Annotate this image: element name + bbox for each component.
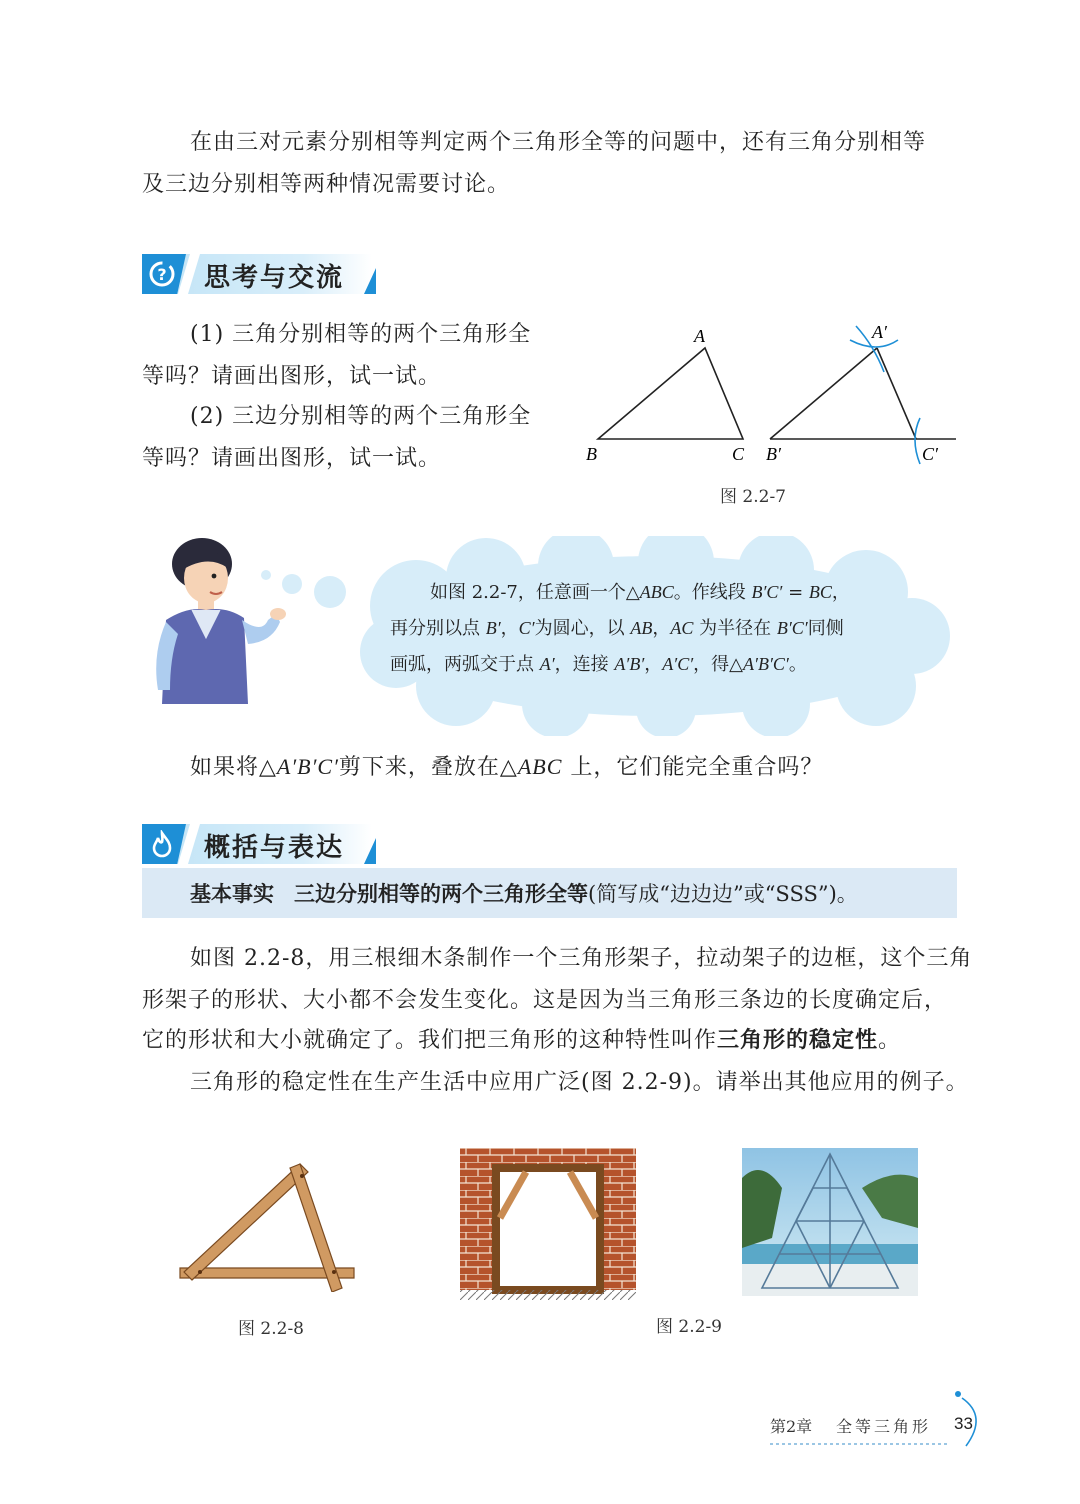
label-b-prime: B′ bbox=[766, 444, 781, 464]
overlap-question: 如果将△A′B′C′剪下来，叠放在△ABC 上，它们能完全重合吗？ bbox=[190, 754, 824, 780]
fact-note: (简写成“边边边”或“SSS”)。 bbox=[588, 882, 858, 906]
triangle-abc bbox=[598, 348, 743, 439]
basic-fact-text bbox=[190, 878, 858, 908]
page-number: 33 bbox=[954, 1414, 973, 1433]
page-footer bbox=[666, 1380, 990, 1450]
cloud-line-3: 画弧，两弧交于点 A′，连接 A′B′，A′C′，得△A′B′C′。 bbox=[390, 654, 807, 675]
svg-text:?: ? bbox=[157, 265, 167, 284]
question-2-line-2: 等吗？请画出图形，试一试。 bbox=[142, 446, 442, 471]
figure-2-2-9-brick-doorway bbox=[460, 1148, 636, 1300]
thought-bubbles bbox=[258, 566, 358, 626]
body-p1-line-2: 形架子的形状、大小都不会发生变化。这是因为当三角形三条边的长度确定后， bbox=[142, 988, 948, 1013]
footer-decoration bbox=[666, 1380, 990, 1450]
figure-2-2-7 bbox=[580, 318, 970, 478]
question-1-line-1: (1) 三角分别相等的两个三角形全 bbox=[190, 322, 532, 347]
cloud-line-1: 如图 2.2-7，任意画一个△ABC。作线段 B′C′ = BC， bbox=[430, 582, 850, 603]
cloud-line-2: 再分别以点 B′，C′为圆心，以 AB，AC 为半径在 B′C′同侧 bbox=[390, 618, 844, 639]
fact-label: 基本事实 bbox=[190, 882, 274, 906]
figure-2-2-9-a-frame-photo bbox=[742, 1148, 918, 1296]
label-c-prime: C′ bbox=[922, 444, 938, 464]
body-p2: 三角形的稳定性在生产生活中应用广泛(图 2.2-9)。请举出其他应用的例子。 bbox=[190, 1070, 969, 1095]
segment-a2c2 bbox=[877, 348, 916, 439]
label-a: A bbox=[694, 326, 705, 346]
basic-fact-box bbox=[142, 868, 957, 918]
label-b: B bbox=[586, 444, 597, 464]
stability-term: 三角形的稳定性 bbox=[717, 1028, 879, 1053]
figure-2-2-8-caption: 图 2.2-8 bbox=[238, 1319, 304, 1339]
segment-a2b2 bbox=[770, 348, 877, 439]
section-header-think-discuss bbox=[142, 254, 382, 294]
section-header-summary bbox=[142, 824, 382, 864]
label-a-prime: A′ bbox=[872, 322, 887, 342]
fact-statement: 三边分别相等的两个三角形全等 bbox=[294, 882, 589, 906]
question-2-line-1: (2) 三边分别相等的两个三角形全 bbox=[190, 404, 532, 429]
footer-chapter-title: 全等三角形 bbox=[836, 1417, 932, 1436]
section-title: 思考与交流 bbox=[204, 263, 345, 293]
intro-line-1: 在由三对元素分别相等判定两个三角形全等的问题中，还有三角分别相等 bbox=[190, 130, 927, 155]
question-1-line-2: 等吗？请画出图形，试一试。 bbox=[142, 364, 442, 389]
intro-line-2: 及三边分别相等两种情况需要讨论。 bbox=[142, 172, 511, 197]
body-p1-line-3: 它的形状和大小就确定了。我们把三角形的这种特性叫作三角形的稳定性。 bbox=[142, 1028, 902, 1053]
section-title: 概括与表达 bbox=[204, 833, 345, 863]
arc-3 bbox=[915, 418, 920, 464]
body-p1-line-1: 如图 2.2-8，用三根细木条制作一个三角形架子，拉动架子的边框，这个三角 bbox=[190, 946, 973, 971]
footer-chapter: 第2章 bbox=[770, 1417, 813, 1436]
figure-2-2-7-caption: 图 2.2-7 bbox=[720, 487, 786, 507]
label-c: C bbox=[732, 444, 745, 464]
figure-2-2-9-caption: 图 2.2-9 bbox=[656, 1317, 722, 1337]
figure-2-2-8-wood-triangle bbox=[170, 1162, 360, 1292]
